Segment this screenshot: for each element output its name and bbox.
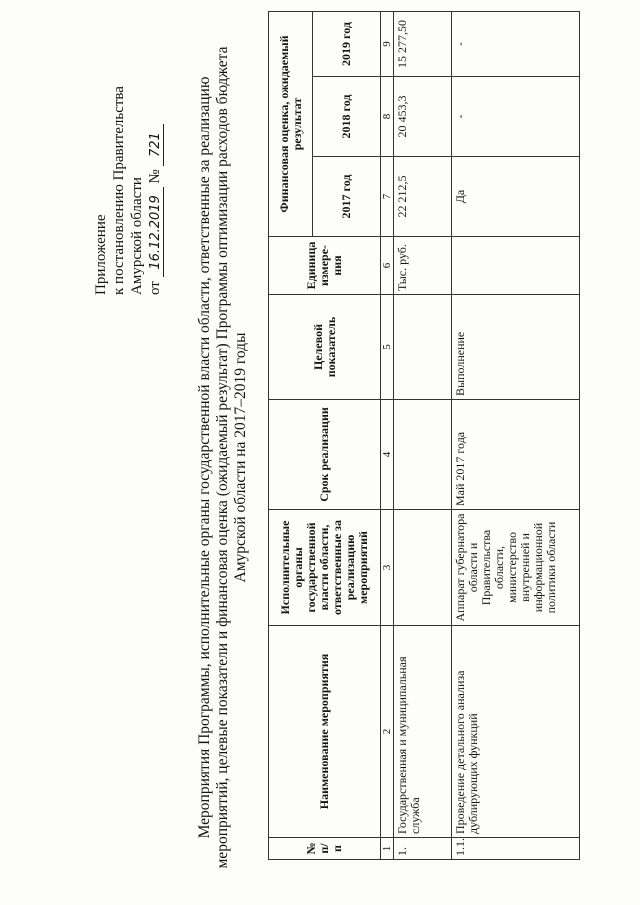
handwritten-date: 16.12.2019 [149,187,164,277]
col-number: 3 [381,510,394,626]
row2-exec: Аппарат губернатора области и Правительства области, министерство внутренней и информационной политики области [452,510,580,626]
row2-unit [452,237,580,295]
title-line-1: Мероприятия Программы, исполнительные органы государственной власти области, ответственные за реализацию [196,76,213,839]
number-prefix: № [147,169,163,184]
row1-value-2018: 20 453,3 [394,77,452,157]
header-row-1 [269,12,313,860]
row2-num: 1.1. [452,838,580,860]
row1-exec [394,510,452,626]
col-number: 4 [381,400,394,510]
document-title [196,40,250,875]
appendix-block [92,35,164,295]
col-number: 8 [381,77,394,157]
row1-unit: Тыс. руб. [394,237,452,295]
row2-value-2018: - [452,77,580,157]
header-term: Срок реализации [269,400,381,510]
table-row [452,12,580,860]
title-line-2: мероприятий, целевые показатели и финансовая оценка (ожидаемый результат) Программы оптимизации расходов бюджета [214,46,231,869]
appendix-line-3: Амурской области [129,177,145,295]
row2-name: Проведение детального анализа дублирующих функций [452,626,580,838]
title-line-3: Амурской области на 2017–2019 годы [232,332,249,583]
row1-name: Государственная и муниципальная служба [394,626,452,838]
header-num: № п/п [269,838,381,860]
header-fin-group: Финансовая оценка, ожидаемый результат [269,12,313,237]
header-target: Целевой показатель [269,295,381,400]
header-year-2017: 2017 год [313,157,381,237]
date-prefix: от [147,281,163,295]
col-number: 2 [381,626,394,838]
col-number: 5 [381,295,394,400]
header-exec: Исполнительные органы государственной власти области, ответственные за реализацию мероприятий [269,510,381,626]
row1-term [394,400,452,510]
col-number: 6 [381,237,394,295]
header-year-2018: 2018 год [313,77,381,157]
row2-target: Выполнение [452,295,580,400]
header-unit: Единица измере-ния [269,237,381,295]
row1-target [394,295,452,400]
row2-term: Май 2017 года [452,400,580,510]
column-number-row [381,12,394,860]
appendix-line-2: к постановлению Правительства [111,86,127,295]
handwritten-number: 721 [149,124,164,166]
header-year-2019: 2019 год [313,12,381,77]
appendix-date-line [146,35,164,295]
table-row [394,12,452,860]
appendix-line-1: Приложение [93,214,109,295]
row1-value-2019: 15 277,50 [394,12,452,77]
measures-table [268,11,580,860]
header-name: Наименование мероприятия [269,626,381,838]
row1-value-2017: 22 212,5 [394,157,452,237]
row1-num: 1. [394,838,452,860]
col-number: 9 [381,12,394,77]
row2-value-2019: - [452,12,580,77]
row2-value-2017: Да [452,157,580,237]
col-number: 7 [381,157,394,237]
col-number: 1 [381,838,394,860]
